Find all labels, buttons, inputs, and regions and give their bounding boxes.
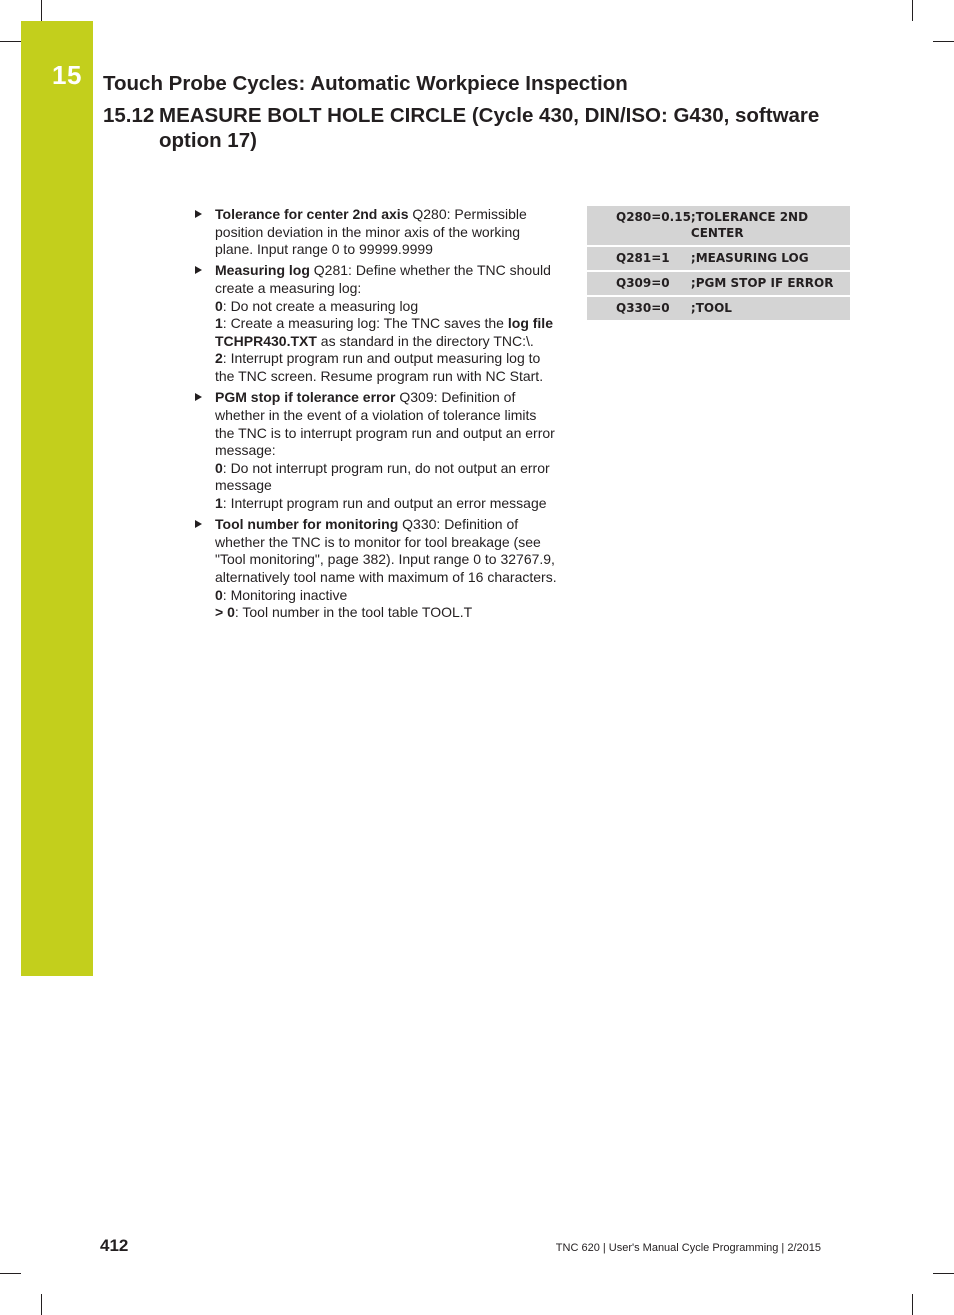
param-text: Q281: Define whether the TNC should create a measuring log: bbox=[215, 262, 551, 297]
nc-comment: ;TOOL bbox=[691, 296, 850, 321]
option-line bbox=[215, 495, 558, 513]
nc-comment: ;TOLERANCE 2ND CENTER bbox=[691, 206, 850, 246]
nc-comment: ;MEASURING LOG bbox=[691, 246, 850, 271]
footer-doc-info: TNC 620 | User's Manual Cycle Programming | 2/2015 bbox=[555, 1242, 821, 1254]
param-term: Tool number for monitoring bbox=[215, 516, 399, 533]
crop-mark bbox=[912, 1294, 913, 1315]
list-item bbox=[193, 516, 558, 622]
log-file-name: log file TCHPR430.TXT bbox=[215, 315, 553, 349]
nc-param: Q280=0.15 bbox=[587, 206, 691, 246]
list-item bbox=[193, 389, 558, 512]
option-line bbox=[215, 298, 558, 316]
section-title-line2: option 17) bbox=[159, 129, 257, 152]
page-number: 412 bbox=[100, 1236, 129, 1255]
option-text: as standard in the directory TNC:\. bbox=[316, 332, 534, 349]
crop-mark bbox=[0, 1273, 21, 1274]
chapter-number: 15 bbox=[52, 60, 82, 90]
crop-mark bbox=[41, 0, 42, 21]
nc-param: Q281=1 bbox=[587, 246, 691, 271]
bullet-triangle-icon bbox=[195, 266, 202, 274]
param-text: Q309: Definition of whether in the event of a violation of tolerance limits the TNC is to interrupt program run and output an error message: bbox=[215, 389, 555, 459]
option-value: 0 bbox=[215, 586, 223, 603]
section-title-line1: MEASURE BOLT HOLE CIRCLE (Cycle 430, DIN/ISO: G430, software bbox=[159, 104, 820, 127]
option-value: 1 bbox=[215, 315, 223, 332]
option-text: : Create a measuring log: The TNC saves the bbox=[222, 315, 508, 332]
chapter-sidebar bbox=[21, 21, 93, 976]
crop-mark bbox=[933, 41, 954, 42]
list-item bbox=[193, 262, 558, 385]
table-row bbox=[587, 296, 850, 321]
table-row bbox=[587, 206, 850, 246]
table-row bbox=[587, 271, 850, 296]
option-value: 0 bbox=[215, 297, 223, 314]
section-number: 15.12 bbox=[103, 104, 155, 127]
crop-mark bbox=[41, 1294, 42, 1315]
option-text: : Tool number in the tool table TOOL.T bbox=[234, 604, 473, 621]
nc-param: Q330=0 bbox=[587, 296, 691, 321]
param-term: PGM stop if tolerance error bbox=[215, 389, 396, 406]
option-text: : Do not interrupt program run, do not output an error message bbox=[215, 459, 550, 494]
option-line bbox=[215, 350, 558, 385]
option-value: > 0 bbox=[215, 604, 235, 621]
bullet-triangle-icon bbox=[195, 393, 202, 401]
option-text: : Do not create a measuring log bbox=[222, 297, 419, 314]
option-line bbox=[215, 315, 558, 350]
nc-program-block bbox=[587, 206, 850, 322]
crop-mark bbox=[0, 41, 21, 42]
bullet-triangle-icon bbox=[195, 520, 202, 528]
param-text: Q330: Definition of whether the TNC is to monitor for tool breakage (see "Tool monitoring", page 382). Input range 0 to 32767.9, alternatively tool name with maximum of 16 characters. bbox=[215, 516, 557, 585]
option-line bbox=[215, 604, 558, 622]
nc-comment: ;PGM STOP IF ERROR bbox=[691, 271, 850, 296]
param-text: Q280: Permissible position deviation in the minor axis of the working plane. Input range 0 to 99999.9999 bbox=[215, 206, 527, 258]
param-term: Measuring log bbox=[215, 262, 310, 279]
option-value: 0 bbox=[215, 459, 223, 476]
param-term: Tolerance for center 2nd axis bbox=[215, 206, 409, 222]
option-line bbox=[215, 587, 558, 605]
table-row bbox=[587, 246, 850, 271]
option-text: : Interrupt program run and output an error message bbox=[222, 494, 547, 511]
option-line bbox=[215, 460, 558, 495]
option-text: : Interrupt program run and output measuring log to the TNC screen. Resume program run with NC Start. bbox=[215, 350, 544, 385]
crop-mark bbox=[933, 1273, 954, 1274]
chapter-title: Touch Probe Cycles: Automatic Workpiece Inspection bbox=[103, 72, 628, 95]
parameter-list bbox=[193, 206, 558, 625]
nc-param: Q309=0 bbox=[587, 271, 691, 296]
option-text: : Monitoring inactive bbox=[222, 586, 348, 603]
section-title bbox=[103, 103, 863, 153]
option-value: 1 bbox=[215, 494, 223, 511]
list-item bbox=[193, 206, 558, 259]
crop-mark bbox=[912, 0, 913, 21]
bullet-triangle-icon bbox=[195, 210, 202, 218]
option-value: 2 bbox=[215, 350, 223, 367]
